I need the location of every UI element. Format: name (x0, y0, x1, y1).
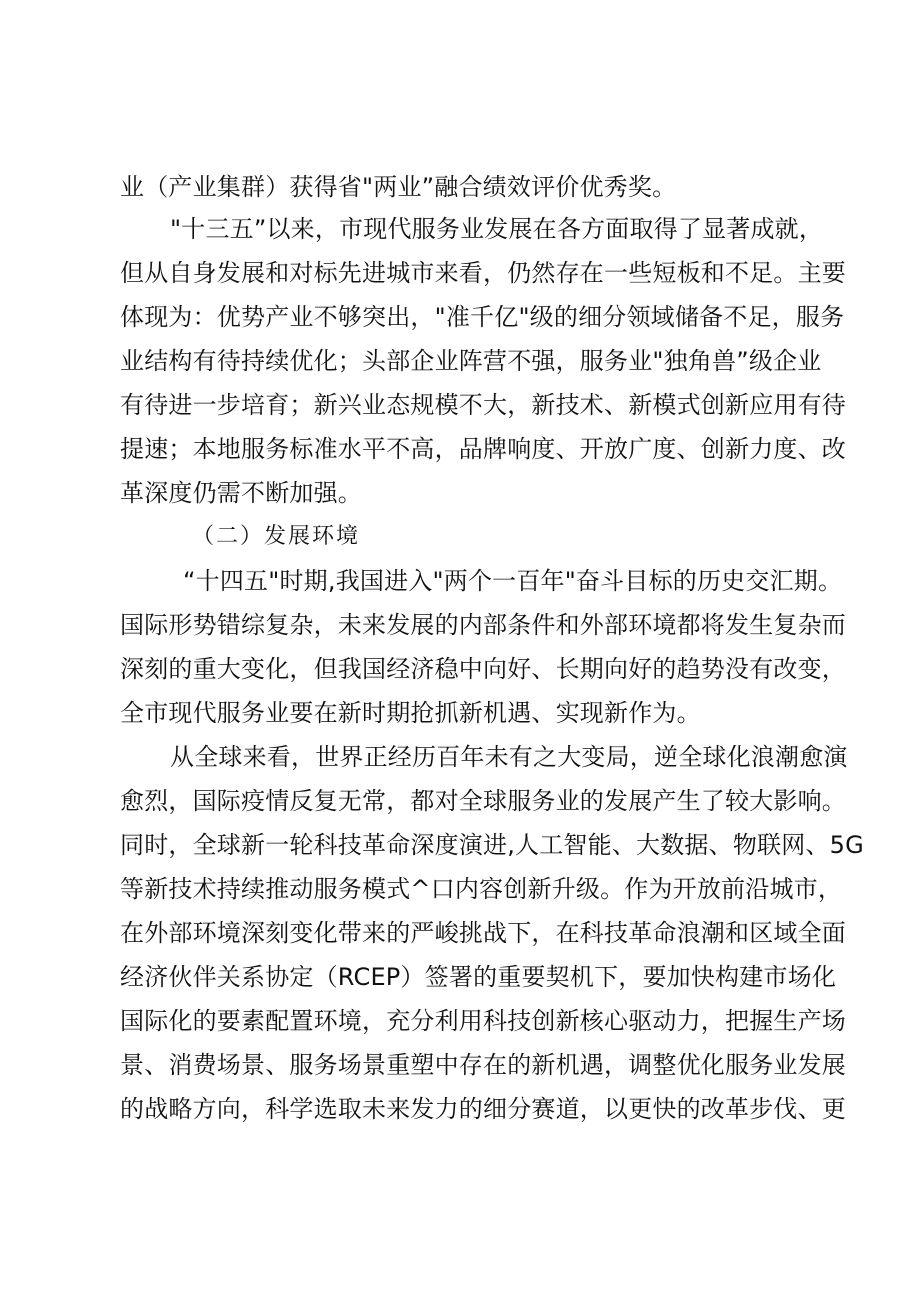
paragraph-line: 业（产业集群）获得省"两业”融合绩效评价优秀奖。 (120, 173, 677, 201)
paragraph-line: 提速；本地服务标准水平不高，品牌响度、开放广度、创新力度、改 (120, 435, 846, 463)
paragraph-line: 有待进一步培育；新兴业态规模不大，新技术、新模式创新应用有待 (120, 391, 846, 419)
paragraph-line: 的战略方向，科学选取未来发力的细分赛道，以更快的改革步伐、更 (120, 1095, 846, 1123)
paragraph-line: 从全球来看，世界正经历百年未有之大变局，逆全球化浪潮愈演 (170, 743, 848, 771)
paragraph-line: 经济伙伴关系协定（RCEP）签署的重要契机下，要加快构建市场化 (120, 963, 837, 991)
paragraph-line: 同时，全球新一轮科技革命深度演进,人工智能、大数据、物联网、5G (120, 831, 864, 859)
paragraph-line: 深刻的重大变化，但我国经济稳中向好、长期向好的趋势没有改变， (120, 655, 846, 683)
paragraph-line: 业结构有待持续优化；头部企业阵营不强，服务业"独角兽”级企业 (120, 347, 822, 375)
paragraph-line: 等新技术持续推动服务模式^口内容创新升级。作为开放前沿城市， (120, 875, 843, 903)
paragraph-line: 革深度仍需不断加强。 (120, 479, 362, 507)
paragraph-line: 国际形势错综复杂，未来发展的内部条件和外部环境都将发生复杂而 (120, 611, 846, 639)
paragraph-line: 体现为：优势产业不够突出，"准千亿"级的细分领域储备不足，服务 (120, 303, 845, 331)
paragraph-line: “十四五"时期,我国进入"两个一百年"奋斗目标的历史交汇期。 (183, 567, 843, 595)
paragraph-line: 在外部环境深刻变化带来的严峻挑战下，在科技革命浪潮和区域全面 (120, 919, 846, 947)
paragraph-line: "十三五”以来，市现代服务业发展在各方面取得了显著成就， (170, 215, 824, 243)
paragraph-line: 国际化的要素配置环境，充分利用科技创新核心驱动力，把握生产场 (120, 1007, 846, 1035)
paragraph-line: 全市现代服务业要在新时期抢抓新机遇、实现新作为。 (120, 699, 701, 727)
paragraph-line: 愈烈，国际疫情反复无常，都对全球服务业的发展产生了较大影响。 (120, 787, 846, 815)
paragraph-line: 景、消费场景、服务场景重塑中存在的新机遇，调整优化服务业发展 (120, 1051, 846, 1079)
section-heading: （二）发展环境 (192, 524, 361, 549)
paragraph-line: 但从自身发展和对标先进城市来看，仍然存在一些短板和不足。主要 (120, 259, 846, 287)
